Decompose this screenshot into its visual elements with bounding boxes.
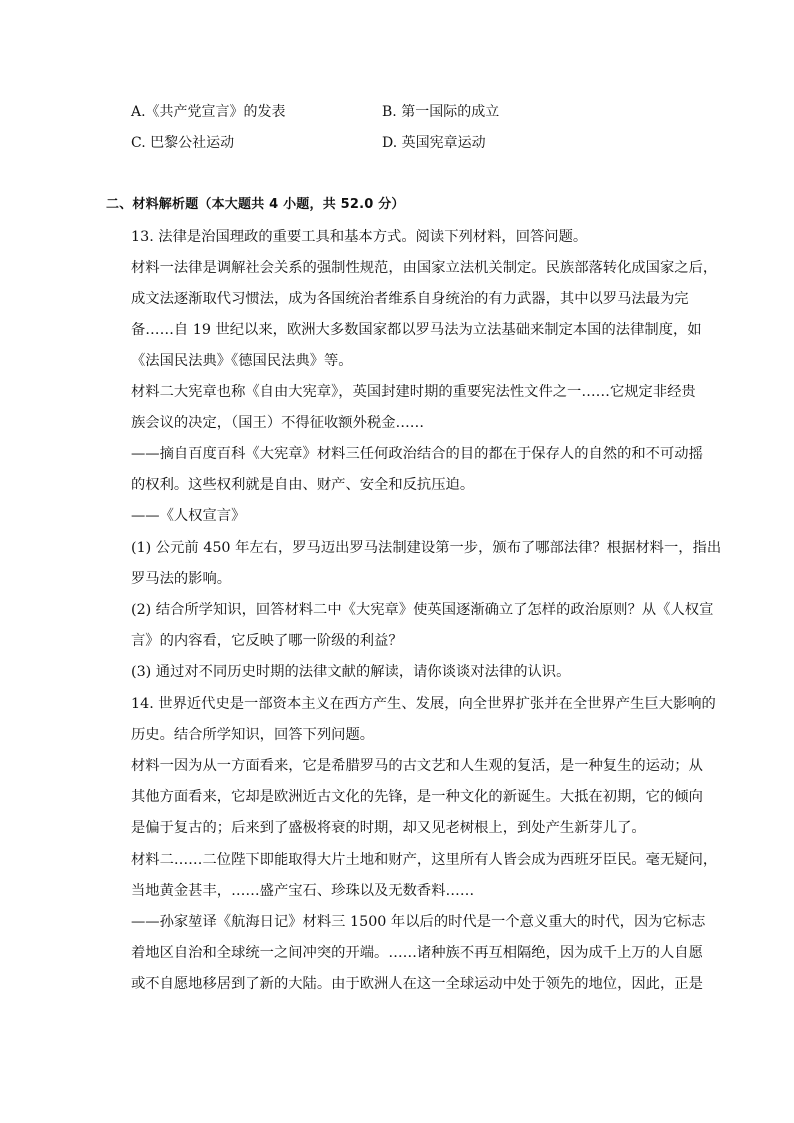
sub-question-1-cont: 罗马法的影响。 <box>131 571 232 587</box>
material-line: ——摘自百度百科《大宪章》材料三任何政治结合的目的都在于保存人的自然的和不可动摇 <box>131 446 703 462</box>
sub-question-2-cont: 言》的内容看，它反映了哪一阶级的利益？ <box>131 633 403 649</box>
material-line: 是偏于复古的；后来到了盛极将衰的时期，却又见老树根上，到处产生新芽儿了。 <box>131 820 646 836</box>
question-14-stem: 14. 世界近代史是一部资本主义在西方产生、发展，向全世界扩张并在全世界产生巨大影响的 <box>131 696 716 712</box>
material-line: 着地区自治和全球统一之间冲突的开端。……诸种族不再互相隔绝，因为成千上万的人自愿 <box>131 945 703 961</box>
source-line: ——《人权宣言》 <box>131 508 246 524</box>
material-line: ——孙家堃译《航海日记》材料三 1500 年以后的时代是一个意义重大的时代，因为它标志 <box>131 914 706 930</box>
option-d: D. 英国宪章运动 <box>382 135 486 151</box>
material-line: 材料一因为从一方面看来，它是希腊罗马的古文艺和人生观的复活，是一种复生的运动；从 <box>131 758 703 774</box>
material-line: 材料一法律是调解社会关系的强制性规范，由国家立法机关制定。民族部落转化成国家之后， <box>131 260 718 276</box>
material-line: 材料二……二位陛下即能取得大片土地和财产，这里所有人皆会成为西班牙臣民。毫无疑问， <box>131 852 718 868</box>
material-line: 备……自 19 世纪以来，欧洲大多数国家都以罗马法为立法基础来制定本国的法律制度，如 <box>131 322 702 338</box>
option-a: A.《共产党宣言》的发表 <box>131 104 286 120</box>
question-14-stem-cont: 历史。结合所学知识，回答下列问题。 <box>131 727 375 743</box>
sub-question-1: (1) 公元前 450 年左右，罗马迈出罗马法制建设第一步，颁布了哪部法律？根据材料一，指出 <box>131 540 722 556</box>
material-line: 其他方面看来，它却是欧洲近古文化的先锋，是一种文化的新诞生。大抵在初期，它的倾向 <box>131 789 703 805</box>
material-line: 的权利。这些权利就是自由、财产、安全和反抗压迫。 <box>131 477 475 493</box>
sub-question-2: (2) 结合所学知识，回答材料二中《大宪章》使英国逐渐确立了怎样的政治原则？从《人权宣 <box>131 602 714 618</box>
option-c: C. 巴黎公社运动 <box>131 135 235 151</box>
sub-question-3: (3) 通过对不同历史时期的法律文献的解读，请你谈谈对法律的认识。 <box>131 664 571 680</box>
material-line: 成文法逐渐取代习惯法，成为各国统治者维系自身统治的有力武器，其中以罗马法最为完 <box>131 291 689 307</box>
section-heading: 二、材料解析题（本大题共 4 小题，共 52.0 分） <box>106 197 405 212</box>
material-line: 《法国民法典》《德国民法典》等。 <box>131 353 353 369</box>
question-13-stem: 13. 法律是治国理政的重要工具和基本方式。阅读下列材料，回答问题。 <box>131 229 588 245</box>
material-line: 当地黄金甚丰，……盛产宝石、珍珠以及无数香料…… <box>131 883 475 899</box>
material-line: 材料二大宪章也称《自由大宪章》，英国封建时期的重要宪法性文件之一……它规定非经贵 <box>131 384 696 400</box>
material-line: 或不自愿地移居到了新的大陆。由于欧洲人在这一全球运动中处于领先的地位，因此，正是 <box>131 976 703 992</box>
material-line: 族会议的决定，（国王）不得征收额外税金…… <box>131 415 425 431</box>
option-b: B. 第一国际的成立 <box>382 104 500 120</box>
